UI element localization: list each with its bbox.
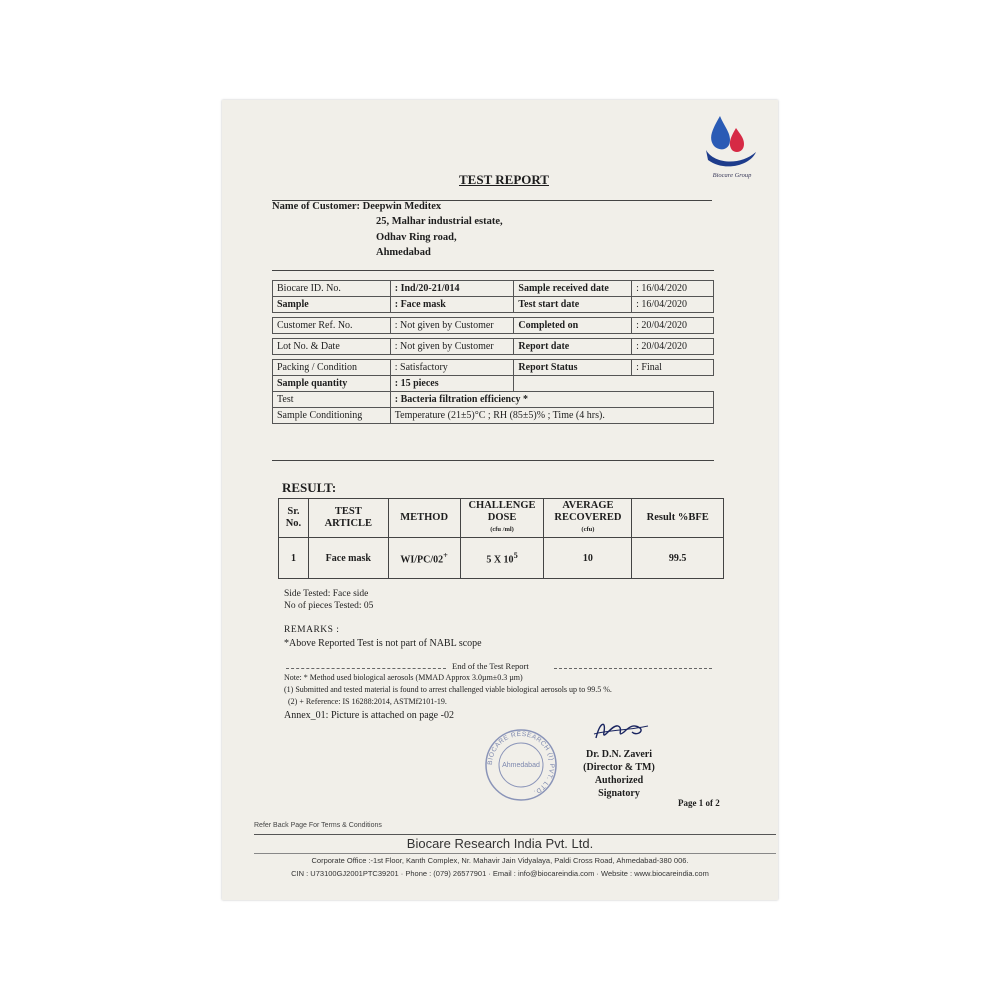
completed-label: Completed on	[514, 318, 632, 334]
row-bfe: 99.5	[632, 538, 724, 579]
report-date-value: : 20/04/2020	[632, 339, 714, 355]
signatory-designation: (Director & TM)	[583, 762, 655, 773]
empty-cell	[514, 376, 714, 392]
method-text: WI/PC/02	[400, 554, 444, 566]
header-method: METHOD	[388, 499, 460, 538]
report-status-value: : Final	[632, 360, 714, 376]
report-status-label: Report Status	[514, 360, 632, 376]
packing-label: Packing / Condition	[273, 360, 391, 376]
customer-ref-label: Customer Ref. No.	[273, 318, 391, 334]
result-heading: RESULT:	[282, 480, 337, 495]
sample-received-label: Sample received date	[514, 281, 632, 297]
header-bfe: Result %BFE	[632, 499, 724, 538]
end-rule-left	[286, 668, 446, 669]
row-average: 10	[544, 538, 632, 579]
stamp-ring-text: BIOCARE RESEARCH (I) PVT. LTD.	[486, 730, 556, 796]
test-value: : Bacteria filtration efficiency *	[390, 392, 713, 408]
customer-divider	[272, 270, 714, 271]
signatory-role: Authorized Signatory	[594, 775, 644, 799]
report-date-label: Report date	[514, 339, 632, 355]
annex-note: Annex_01: Picture is attached on page -02	[284, 710, 454, 721]
conditioning-label: Sample Conditioning	[273, 408, 391, 424]
header-challenge	[460, 499, 544, 538]
contact-line: CIN : U73100GJ2001PTC39201 · Phone : (079) 26577901 · Email : info@biocareindia.com · Website : www.biocareindia.com	[291, 869, 709, 878]
corporate-address: Corporate Office :-1st Floor, Kanth Complex, Nr. Mahavir Jain Vidyalaya, Paldi Cross Road, Ahmedabad-380 006.	[311, 856, 689, 865]
footer-divider-2	[254, 853, 776, 854]
average-unit: (cfu)	[581, 526, 595, 533]
report-title: TEST REPORT	[459, 172, 549, 187]
row-method	[388, 538, 460, 579]
table-row	[279, 538, 724, 579]
signature-scribble-icon	[590, 712, 650, 746]
biocare-id-value: : Ind/20-21/014	[390, 281, 514, 297]
biocare-id-label: Biocare ID. No.	[273, 281, 391, 297]
footer-divider	[254, 834, 776, 835]
remarks-text: *Above Reported Test is not part of NABL scope	[284, 638, 482, 649]
quantity-label: Sample quantity	[273, 376, 391, 392]
dose-exponent: 5	[513, 550, 518, 560]
pieces-tested: No of pieces Tested: 05	[284, 601, 374, 611]
completed-value: : 20/04/2020	[632, 318, 714, 334]
side-tested: Side Tested: Face side	[284, 589, 369, 599]
page-number: Page 1 of 2	[678, 798, 720, 808]
lot-value: : Not given by Customer	[390, 339, 514, 355]
method-sup: +	[443, 550, 448, 560]
row-sr: 1	[279, 538, 309, 579]
signatory-block	[574, 748, 664, 800]
customer-name: Name of Customer: Deepwin Meditex	[272, 201, 442, 212]
lot-label: Lot No. & Date	[273, 339, 391, 355]
note-reference: (2) + Reference: IS 16288:2014, ASTMf2101-19.	[288, 697, 447, 706]
header-sr: Sr. No.	[279, 499, 309, 538]
challenge-label: CHALLENGE DOSE	[468, 500, 536, 523]
header-article: TEST ARTICLE	[308, 499, 388, 538]
terms-note: Refer Back Page For Terms & Conditions	[254, 822, 382, 829]
address-line: 25, Malhar industrial estate,	[376, 216, 503, 227]
customer-address	[376, 214, 503, 261]
report-sheet	[222, 100, 778, 900]
dose-base: 5 X 10	[486, 554, 514, 566]
sample-value: : Face mask	[390, 297, 514, 313]
header-average	[544, 499, 632, 538]
signatory-name: Dr. D.N. Zaveri	[585, 749, 652, 760]
address-line: Ahmedabad	[376, 247, 431, 258]
customer-ref-value: : Not given by Customer	[390, 318, 514, 334]
test-label: Test	[273, 392, 391, 408]
quantity-value: : 15 pieces	[390, 376, 514, 392]
average-label: AVERAGE RECOVERED	[554, 500, 622, 523]
end-of-report: End of the Test Report	[452, 661, 529, 671]
challenge-unit: (cfu /ml)	[490, 526, 514, 533]
note-submitted: (1) Submitted and tested material is found to arrest challenged viable biological aerosols up to 99.5 %.	[284, 685, 612, 694]
test-start-label: Test start date	[514, 297, 632, 313]
note-method: Note: * Method used biological aerosols (MMAD Approx 3.0µm±0.3 µm)	[284, 673, 523, 682]
result-table	[278, 498, 724, 579]
company-stamp-icon	[484, 728, 558, 802]
address-line: Odhav Ring road,	[376, 231, 457, 243]
company-name: Biocare Research India Pvt. Ltd.	[406, 836, 594, 851]
conditioning-value: Temperature (21±5)°C ; RH (85±5)% ; Time (4 hrs).	[390, 408, 713, 424]
packing-value: : Satisfactory	[390, 360, 514, 376]
sample-received-value: : 16/04/2020	[632, 281, 714, 297]
row-dose	[460, 538, 544, 579]
logo-caption: Biocare Group	[712, 172, 752, 179]
end-rule-right	[554, 668, 712, 669]
sample-label: Sample	[273, 297, 391, 313]
remarks-label: REMARKS :	[284, 625, 340, 635]
test-start-value: : 16/04/2020	[632, 297, 714, 313]
sample-info-table	[272, 280, 714, 424]
biocare-logo-icon	[700, 106, 762, 180]
row-article: Face mask	[308, 538, 388, 579]
info-divider	[272, 460, 714, 461]
stamp-city: Ahmedabad	[502, 762, 540, 769]
